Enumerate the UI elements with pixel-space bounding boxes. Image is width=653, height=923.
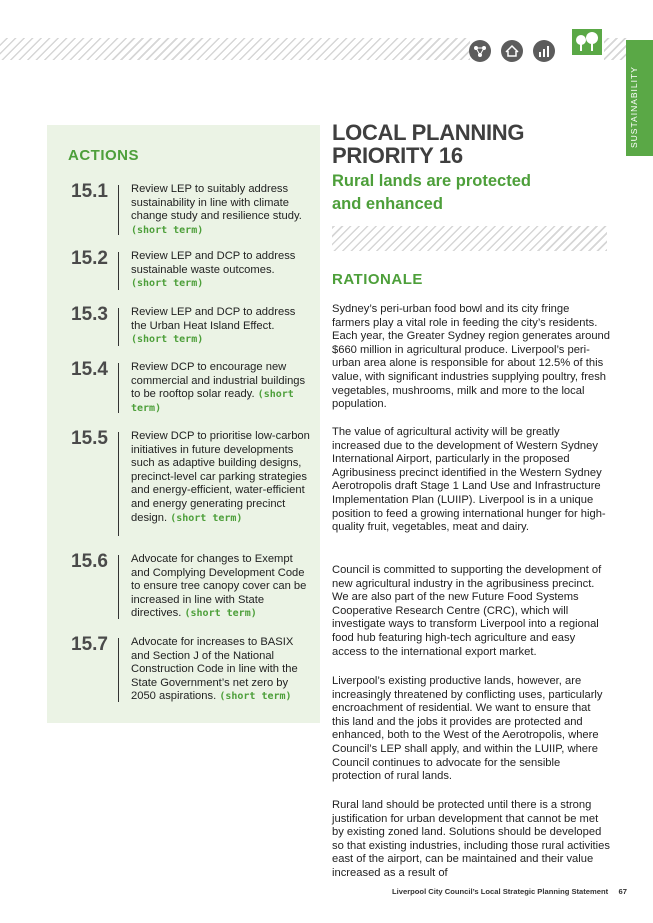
- rationale-paragraph: Sydney’s peri-urban food bowl and its city fringe farmers play a vital role in feeding the city’s residents. Each year, the Greater Sydney region generates around $660 million in agricultural produce. Liverpool’s peri-urban area alone is responsible for about 12.5% of this value, with significant industries supplying poultry, fresh vegetables, mushrooms, milk and more to the local population.: [332, 303, 610, 411]
- action-number: 15.5: [71, 428, 108, 449]
- action-description: Review LEP and DCP to address the Urban Heat Island Effect.: [131, 306, 296, 332]
- sidebar-tab-label: SUSTAINABILITY: [629, 66, 639, 148]
- rationale-paragraph: Council is committed to supporting the development of new agricultural industry in the agribusiness precinct. We are also part of the new Future Food Systems Cooperative Research Centre (CRC), which will investigate ways to transform Liverpool into a regional food hub featuring high-tech agriculture and easy access to the international export market.: [332, 564, 602, 658]
- rationale-heading: RATIONALE: [332, 271, 423, 288]
- action-description: Review LEP to suitably address sustainability in line with climate change study and resilience study.: [131, 183, 302, 223]
- sidebar-tab-sustainability: [626, 40, 653, 156]
- action-text: [131, 430, 311, 525]
- page-subtitle: [332, 170, 531, 216]
- action-term: (short term): [131, 334, 204, 346]
- footer-title: Liverpool City Council’s Local Strategic Planning Statement: [392, 887, 609, 896]
- action-term: (short term): [170, 512, 243, 524]
- action-number: 15.7: [71, 634, 108, 655]
- action-text: [131, 250, 311, 291]
- house-icon: [500, 39, 524, 63]
- action-divider: [118, 308, 119, 346]
- action-term: (short term): [184, 608, 257, 620]
- action-description: Advocate for increases to BASIX and Section J of the National Construction Code in line with the State Government’s net zero by 2050 aspirations.: [131, 636, 298, 703]
- page-number: 67: [618, 887, 627, 896]
- action-divider: [118, 363, 119, 413]
- trees-icon: [568, 25, 606, 63]
- action-description: Review DCP to encourage new commercial and industrial buildings to be rooftop solar ready.: [131, 361, 306, 401]
- action-number: 15.1: [71, 181, 108, 202]
- action-number: 15.4: [71, 359, 108, 380]
- action-text: [131, 636, 311, 704]
- action-description: Review DCP to prioritise low-carbon initiatives in future developments such as adaptive building designs, precinct-level car parking strategies and energy-efficient, water-efficient and energy generating precinct design.: [131, 430, 310, 524]
- page-title-line-1: LOCAL PLANNING: [332, 120, 525, 145]
- action-divider: [118, 555, 119, 619]
- action-text: [131, 361, 311, 415]
- action-term: (short term): [131, 224, 204, 236]
- page-title-line-2: PRIORITY 16: [332, 143, 463, 168]
- page-subtitle-line-1: Rural lands are protected: [332, 172, 531, 190]
- action-text: [131, 306, 311, 347]
- action-divider: [118, 185, 119, 235]
- action-text: [131, 183, 311, 237]
- action-description: Review LEP and DCP to address sustainable waste outcomes.: [131, 250, 296, 276]
- action-term: (short term): [219, 691, 292, 703]
- action-number: 15.3: [71, 304, 108, 325]
- header-hatch-band: [0, 38, 470, 60]
- action-divider: [118, 432, 119, 536]
- rationale-paragraph: Liverpool’s existing productive lands, however, are increasingly threatened by conflicting uses, particularly encroachment of residential. We want to ensure that this land and the jobs it provides are protected and enhanced, both to the West of the Aerotropolis, where Council’s LEP shall apply, and within the LUIIP, where Council continues to advocate for the sensible protection of rural lands.: [332, 675, 603, 783]
- action-term: (short term): [131, 278, 204, 290]
- building-chart-icon: [532, 39, 556, 63]
- rationale-paragraph: The value of agricultural activity will be greatly increased due to the development of Western Sydney International Airport, particularly in the proposed Agribusiness precinct identified in the Western Sydney Aerotropolis draft Stage 1 Land Use and Infrastructure Implementation Plan (LUIIP). Liverpool is in a unique position to feed a growing international hunger for high-quality fruit, vegetables, meat and dairy.: [332, 426, 606, 534]
- rationale-paragraph: Rural land should be protected until there is a strong justification for urban development that cannot be met by existing zoned land. Solutions should be developed so that existing industries, including those rural activities east of the airport, can be maintained and their value increased as a result of: [332, 799, 610, 879]
- action-number: 15.6: [71, 551, 108, 572]
- page-title: [332, 121, 524, 167]
- header-icon-strip: [468, 25, 608, 65]
- action-term: (short term): [131, 389, 294, 414]
- action-description: Advocate for changes to Exempt and Complying Development Code to ensure tree canopy cover can be increased in line with State directives.: [131, 553, 307, 620]
- page-subtitle-line-2: and enhanced: [332, 195, 443, 213]
- section-hatch-divider: [332, 226, 607, 251]
- network-icon: [468, 39, 492, 63]
- action-divider: [118, 252, 119, 290]
- actions-title: ACTIONS: [68, 147, 139, 164]
- page-footer: [392, 887, 627, 896]
- action-divider: [118, 638, 119, 702]
- action-text: [131, 553, 311, 621]
- action-number: 15.2: [71, 248, 108, 269]
